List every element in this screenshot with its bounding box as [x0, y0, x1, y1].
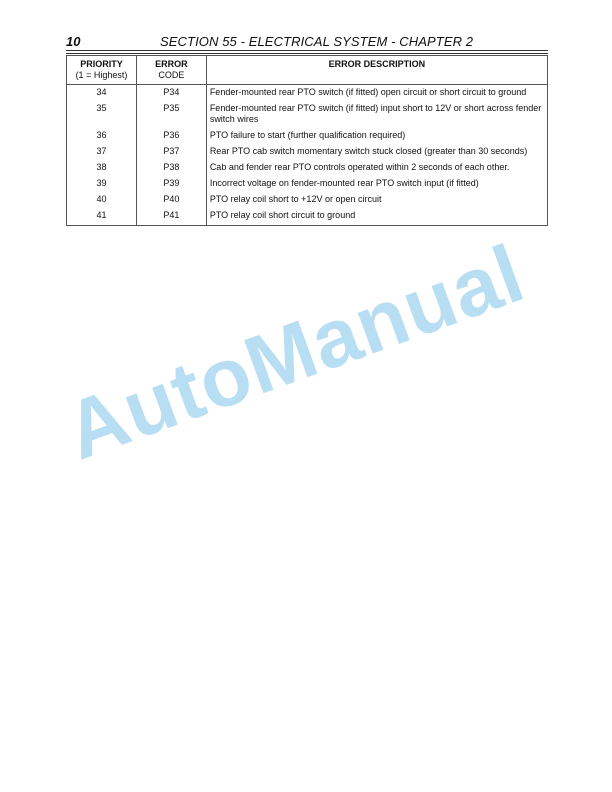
priority-cell: 37: [67, 145, 137, 161]
table-row: [67, 145, 548, 161]
priority-cell: 39: [67, 177, 137, 193]
table-row: [67, 161, 548, 177]
code-cell: P40: [136, 193, 206, 209]
code-header-sub: CODE: [158, 70, 185, 80]
section-title: SECTION 55 - ELECTRICAL SYSTEM - CHAPTER 2: [160, 34, 474, 49]
priority-cell: 35: [67, 102, 137, 129]
priority-header-sub: (1 = Highest): [75, 70, 128, 80]
description-cell: Incorrect voltage on fender-mounted rear PTO switch input (if fitted): [206, 177, 547, 193]
description-cell: Cab and fender rear PTO controls operated within 2 seconds of each other.: [206, 161, 547, 177]
description-cell: PTO failure to start (further qualification required): [206, 129, 547, 145]
table-row: [67, 102, 548, 129]
priority-cell: 34: [67, 85, 137, 103]
code-column-header: [136, 56, 206, 85]
description-column-header: [206, 56, 547, 85]
table-header-row: [67, 56, 548, 85]
description-cell: PTO relay coil short circuit to ground: [206, 209, 547, 226]
priority-column-header: [67, 56, 137, 85]
priority-cell: 38: [67, 161, 137, 177]
priority-cell: 36: [67, 129, 137, 145]
code-cell: P35: [136, 102, 206, 129]
priority-cell: 41: [67, 209, 137, 226]
error-code-table: [66, 55, 548, 226]
code-cell: P37: [136, 145, 206, 161]
table-row: [67, 177, 548, 193]
table-row: [67, 193, 548, 209]
header-rule-top: [66, 50, 548, 51]
page-number: 10: [66, 34, 81, 49]
description-cell: Fender-mounted rear PTO switch (if fitted) open circuit or short circuit to ground: [206, 85, 547, 103]
priority-header-label: PRIORITY: [80, 59, 123, 69]
table-row: [67, 129, 548, 145]
code-cell: P39: [136, 177, 206, 193]
code-cell: P41: [136, 209, 206, 226]
description-header-label: ERROR DESCRIPTION: [328, 59, 426, 69]
code-header-label: ERROR: [155, 59, 188, 69]
header-rule-bottom: [66, 53, 548, 54]
watermark-logo: AutoManual: [54, 227, 536, 478]
description-cell: Rear PTO cab switch momentary switch stuck closed (greater than 30 seconds): [206, 145, 547, 161]
table-row: [67, 209, 548, 226]
code-cell: P34: [136, 85, 206, 103]
code-cell: P38: [136, 161, 206, 177]
code-cell: P36: [136, 129, 206, 145]
description-cell: Fender-mounted rear PTO switch (if fitted) input short to 12V or short across fender switch wires: [206, 102, 547, 129]
table-row: [67, 85, 548, 103]
description-cell: PTO relay coil short to +12V or open circuit: [206, 193, 547, 209]
priority-cell: 40: [67, 193, 137, 209]
